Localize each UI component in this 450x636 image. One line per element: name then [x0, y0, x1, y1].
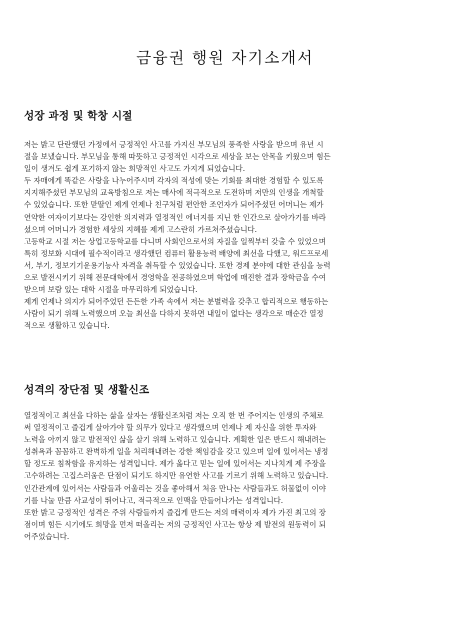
- text-line: 사람이 되기 위해 노력했으며 오늘 최선을 다하지 못하면 내일이 없다는 생각으로 매순간 열정: [24, 309, 324, 319]
- text-line: 수 있었습니다. 또한 맏딸인 제게 언제나 친구처럼 편안한 조언자가 되어주셨던 어머니는 제가: [24, 200, 324, 210]
- text-line: 절을 보냈습니다. 부모님을 통해 따뜻하고 긍정적인 시각으로 세상을 보는 안목을 키웠으며 힘든: [24, 152, 331, 162]
- section-body-growth: [24, 139, 430, 333]
- text-line: 기를 나눌 만큼 사교성이 뛰어나고, 적극적으로 인맥을 만들어나가는 성격입니다.: [24, 495, 284, 505]
- text-line: 점이며 힘든 시기에도 희망을 먼저 떠올리는 저의 긍정적인 사고는 항상 제 발전의 원동력이 되: [24, 519, 326, 529]
- document-title: 금융권 행원 자기소개서: [136, 49, 314, 67]
- text-line: 서, 부기, 정보기기운용기능사 자격을 취득할 수 있었습니다. 또한 경제 분야에 대한 관심을 능력: [24, 260, 331, 270]
- text-line: 열정적이고 최선을 다하는 삶을 살자는 생활신조처럼 저는 오직 한 번 주어지는 인생의 주체로: [24, 411, 324, 420]
- text-line: 일이 생겨도 쉽게 포기하지 않는 희망적인 사고도 가지게 되었습니다.: [24, 164, 246, 174]
- text-line: 노력을 아끼지 않고 발전적인 삶을 살기 위해 노력하고 있습니다. 계획한 일은 반드시 해내려는: [24, 435, 326, 445]
- section-heading-personality: 성격의 장단점 및 생활신조: [24, 384, 150, 396]
- text-line: 고등학교 시절 저는 상업고등학교를 다니며 사회인으로서의 자질을 일찍부터 갖출 수 있었으며: [24, 236, 326, 246]
- text-line: 저는 밝고 단란했던 가정에서 긍정적인 사고를 가지신 부모님의 풍족한 사랑을 받으며 유년 시: [24, 140, 324, 149]
- section-body-personality: [24, 410, 430, 543]
- text-line: 으로 발전시키기 위해 전문대학에서 경영학을 전공하였으며 학업에 매진한 결과 장학금을 수여: [24, 273, 326, 283]
- text-line: 셨으며 어머니가 경험한 세상의 지혜를 제게 고스란히 가르쳐주셨습니다.: [24, 224, 257, 234]
- text-line: 고수하려는 고집스러움은 단점이 되기도 하지만 유연한 사고를 기르기 위해 노력하고 있습니다.: [24, 471, 329, 481]
- text-line: 또한 밝고 긍정적인 성격은 주위 사람들까지 즐겁게 만드는 저의 매력이자 제가 가진 최고의 장: [24, 507, 326, 517]
- text-line: 써 열정적이고 즐겁게 살아가야 할 의무가 있다고 생각했으며 언제나 제 자신을 위한 투자와: [24, 423, 317, 433]
- text-line: 지지해주셨던 부모님의 교육방침으로 저는 매사에 적극적으로 도전하며 저만의 인생을 개척할: [24, 188, 324, 198]
- text-line: 적으로 생활하고 있습니다.: [24, 321, 110, 331]
- text-line: 어주었습니다.: [24, 531, 70, 541]
- section-heading-growth: 성장 과정 및 학창 시절: [24, 110, 133, 122]
- text-line: 제게 언제나 의지가 되어주었던 든든한 가족 속에서 저는 분별력을 갖추고 합리적으로 행동하는: [24, 297, 329, 307]
- text-line: 두 자매에게 똑같은 사랑을 나누어주시며 각자의 적성에 맞는 기회를 최대한 경험할 수 있도록: [24, 176, 324, 186]
- text-line: 성취욕과 꼼꼼하고 완벽하게 일을 처리해내려는 강한 책임감을 갖고 있으며 일에 있어서는 냉정: [24, 447, 329, 457]
- text-line: 받으며 보람 있는 대학 시절을 마무리하게 되었습니다.: [24, 285, 198, 295]
- text-line: 특히 정보화 시대에 필수적이라고 생각했던 컴퓨터 활용능력 배양에 최선을 다했고, 워드프로세: [24, 248, 329, 258]
- text-line: 할 정도로 침착함을 유지하는 성격입니다. 제가 옳다고 믿는 일에 있어서는 지나치게 제 주장을: [24, 459, 326, 469]
- text-line: 연약한 여자이기보다는 강인한 의지력과 열정적인 에너지를 지닌 한 인간으로 살아가기를 바라: [24, 212, 326, 222]
- text-line: 인간관계에 있어서는 사람들과 어울리는 것을 좋아해서 처음 만나는 사람들과도 허물없이 이야: [24, 483, 326, 493]
